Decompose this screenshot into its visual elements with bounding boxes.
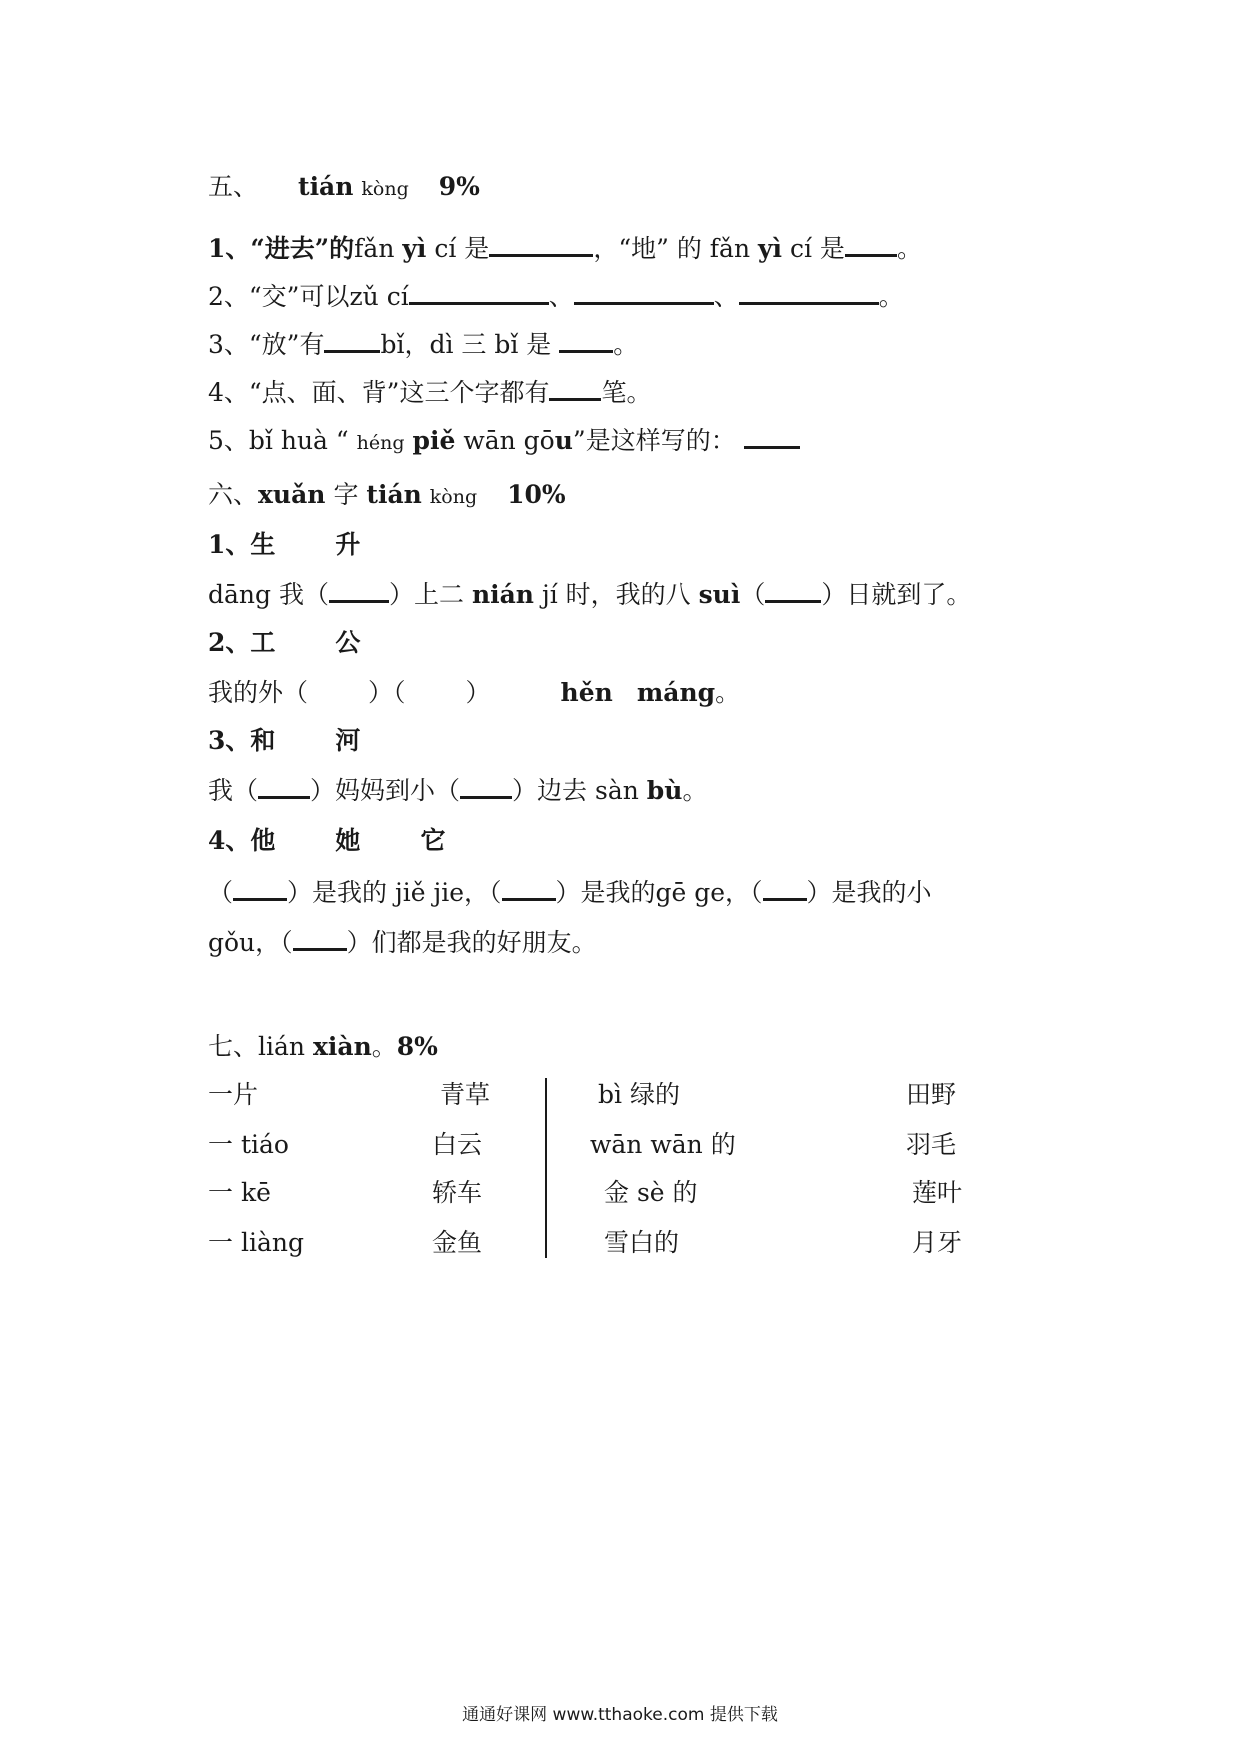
answer-blank[interactable] bbox=[845, 232, 897, 257]
match-left-4[interactable]: 一 liàng bbox=[208, 1228, 304, 1257]
answer-blank[interactable] bbox=[409, 280, 549, 305]
match-noun-3[interactable]: 轿车 bbox=[432, 1178, 483, 1207]
answer-blank[interactable] bbox=[233, 876, 287, 901]
question-5-5: 5、bǐ huà “ héng piě wān gōu”是这样写的： bbox=[208, 424, 800, 460]
match-noun-1[interactable]: 青草 bbox=[440, 1080, 491, 1109]
match-adj-3[interactable]: 金 sè 的 bbox=[604, 1178, 698, 1207]
answer-blank[interactable] bbox=[293, 926, 347, 951]
answer-blank[interactable] bbox=[763, 876, 807, 901]
section6-heading: 六、xuǎn 字 tián kòng 10% bbox=[208, 480, 566, 509]
question-5-3: 3、“放”有 bǐ，dì 三 bǐ 是 。 bbox=[208, 330, 639, 359]
group-6-3-sentence: 我（ ）妈妈到小（ ）边去 sàn bù。 bbox=[208, 776, 708, 805]
section7-heading: 七、lián xiàn。8% bbox=[208, 1032, 438, 1061]
group-6-4-sentence-b: gǒu，（ ）们都是我的好朋友。 bbox=[208, 928, 597, 957]
match-left-3[interactable]: 一 kē bbox=[208, 1178, 271, 1207]
match-adj-2[interactable]: wān wān 的 bbox=[590, 1130, 736, 1159]
question-5-1: 1、“进去”的fǎn yì cí 是 ，“地” 的 fǎn yì cí 是 。 bbox=[208, 234, 922, 263]
match-right-3[interactable]: 莲叶 bbox=[912, 1178, 963, 1207]
match-adj-4[interactable]: 雪白的 bbox=[604, 1228, 680, 1257]
answer-blank[interactable] bbox=[489, 232, 593, 257]
answer-blank[interactable] bbox=[559, 328, 613, 353]
answer-blank[interactable] bbox=[460, 774, 512, 799]
answer-blank[interactable] bbox=[258, 774, 310, 799]
answer-blank[interactable] bbox=[739, 280, 879, 305]
answer-blank[interactable] bbox=[502, 876, 556, 901]
answer-blank[interactable] bbox=[549, 376, 601, 401]
group-6-1-sentence: dāng 我（ ）上二 nián jí 时，我的八 suì（ ）日就到了。 bbox=[208, 580, 972, 609]
match-left-1[interactable]: 一片 bbox=[208, 1080, 259, 1109]
answer-blank[interactable] bbox=[574, 280, 714, 305]
group-6-4-sentence-a: （ ）是我的 jiě jie，（ ）是我的gē ge，（ ）是我的小 bbox=[208, 878, 932, 907]
group-6-2-chars: 2、工 公 bbox=[208, 628, 361, 657]
group-6-2-sentence: 我的外（ ）（ ） hěn máng。 bbox=[208, 678, 741, 707]
section5-heading: 五、 tián kòng 9% bbox=[208, 172, 480, 201]
match-noun-4[interactable]: 金鱼 bbox=[432, 1228, 483, 1257]
match-left-2[interactable]: 一 tiáo bbox=[208, 1130, 289, 1159]
match-right-1[interactable]: 田野 bbox=[906, 1080, 957, 1109]
group-6-3-chars: 3、和 河 bbox=[208, 726, 361, 755]
match-right-4[interactable]: 月牙 bbox=[912, 1228, 963, 1257]
answer-blank[interactable] bbox=[324, 328, 380, 353]
group-6-4-chars: 4、他 她 它 bbox=[208, 826, 446, 855]
answer-blank[interactable] bbox=[329, 578, 389, 603]
match-right-2[interactable]: 羽毛 bbox=[906, 1130, 957, 1159]
question-5-2: 2、“交”可以zǔ cí 、 、 。 bbox=[208, 282, 904, 311]
match-adj-1[interactable]: bì 绿的 bbox=[598, 1080, 680, 1109]
match-noun-2[interactable]: 白云 bbox=[432, 1130, 483, 1159]
group-6-1-chars: 1、生 升 bbox=[208, 530, 361, 559]
column-divider bbox=[545, 1078, 547, 1258]
footer-credit: 通通好课网 www.tthaoke.com 提供下载 bbox=[462, 1705, 778, 1725]
answer-blank[interactable] bbox=[744, 424, 800, 449]
answer-blank[interactable] bbox=[765, 578, 821, 603]
question-5-4: 4、“点、面、背”这三个字都有 笔。 bbox=[208, 378, 652, 407]
